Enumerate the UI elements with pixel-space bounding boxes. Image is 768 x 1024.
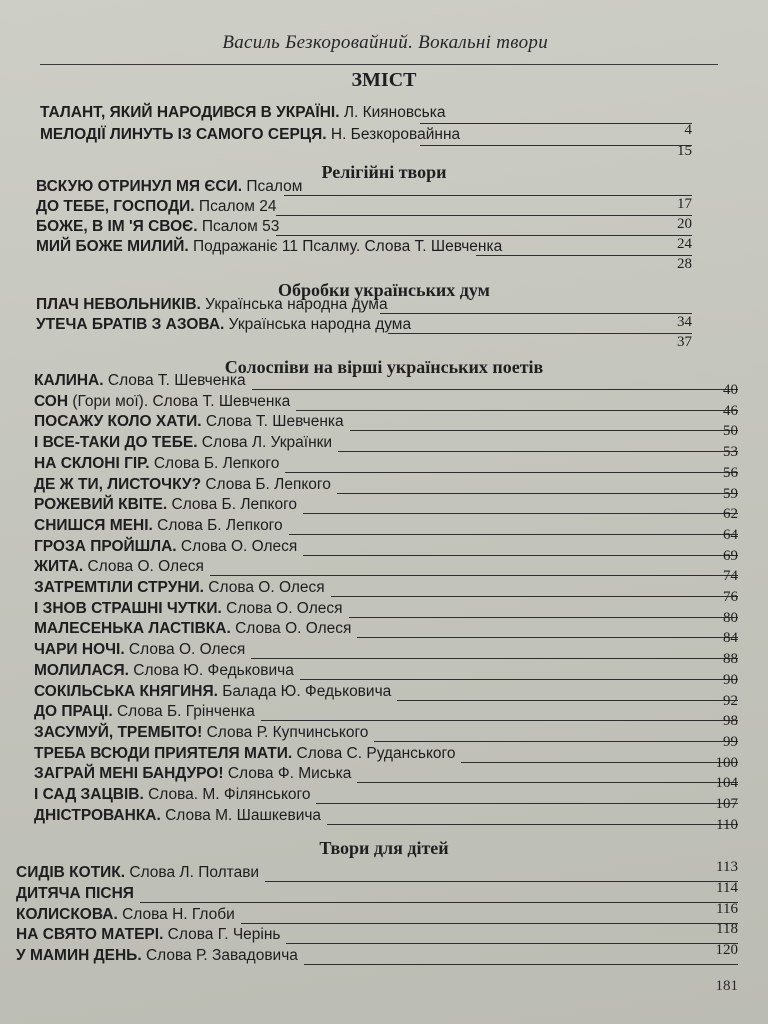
toc-entry-text: [34, 639, 245, 661]
entry-page: 15: [677, 143, 692, 159]
entry-page: 118: [716, 921, 738, 938]
entry-title: КОЛИСКОВА.: [16, 905, 118, 923]
entry-title: ЗАГРАЙ МЕНІ БАНДУРО!: [34, 765, 224, 783]
entry-title: СНИШСЯ МЕНІ.: [34, 516, 153, 534]
entry-author: Слова Б. Лепкого: [149, 454, 280, 472]
toc-entry-text: [36, 314, 411, 336]
entry-author: Слова Б. Лепкого: [201, 475, 331, 493]
entry-title: ЖИТА.: [34, 558, 84, 576]
entry-title: ДНІСТРОВАНКА.: [34, 806, 161, 824]
entry-page: 90: [723, 671, 738, 688]
entry-author: Слова Р. Купчинського: [202, 723, 369, 741]
entry-page: 116: [716, 900, 738, 917]
entry-title: МАЛЕСЕНЬКА ЛАСТІВКА.: [34, 620, 231, 638]
entry-page: 62: [723, 506, 738, 523]
toc-entry-text: [34, 598, 343, 620]
entry-title: МИЙ БОЖЕ МИЛИЙ.: [36, 238, 189, 255]
entry-author: Слова О. Олеся: [124, 641, 246, 659]
entry-page: 46: [723, 402, 738, 419]
toc-entry-text: [34, 701, 255, 723]
section-heading-religious: Релігійні твори: [321, 162, 447, 182]
entry-page: 24: [677, 236, 692, 252]
toc-entry-text: [36, 196, 276, 218]
page-number: 181: [715, 978, 738, 994]
toc-entry-text: [34, 474, 331, 496]
entry-page: 107: [715, 796, 738, 812]
entry-author: Слова Л. Полтави: [125, 864, 260, 881]
entry-title: ДО ПРАЦІ.: [34, 703, 113, 721]
toc-entry-text: [34, 805, 321, 827]
leader-line: [388, 333, 692, 334]
entry-author: Слова О. Олеся: [83, 558, 204, 576]
toc-entry-text: [36, 216, 279, 238]
entry-page: 34: [677, 314, 692, 330]
entry-title: ДО ТЕБЕ, ГОСПОДИ.: [36, 198, 195, 215]
toc-entry-text: [34, 453, 279, 475]
toc-entry-text: [34, 536, 297, 558]
toc-entry-text: [36, 176, 302, 198]
section-heading-solo: Солоспіви на вірші українських поетів: [224, 357, 544, 377]
entry-author: Слова С. Руданського: [292, 744, 456, 762]
running-head-text: Василь Безкоровайний. Вокальні твори: [222, 32, 548, 53]
entry-page: 37: [677, 334, 692, 350]
toc-entry-text: [16, 924, 280, 946]
entry-title: І ВСЕ-ТАКИ ДО ТЕБЕ.: [34, 434, 198, 452]
entry-page: 53: [723, 444, 738, 461]
entry-author: Слова. М. Філянського: [143, 786, 311, 803]
entry-title: ПЛАЧ НЕВОЛЬНИКІВ.: [36, 296, 201, 313]
entry-author: Слова О. Олеся: [176, 537, 298, 555]
toc-entry: [36, 236, 692, 272]
entry-page: 74: [723, 568, 738, 585]
entry-title: ДИТЯЧА ПІСНЯ: [16, 884, 134, 902]
entry-author: Слова Т. Шевченка: [103, 372, 246, 389]
entry-author: Слова Н. Глоби: [117, 905, 235, 923]
entry-author: Балада Ю. Федьковича: [217, 682, 392, 700]
entry-page: 99: [723, 733, 738, 750]
toc-entry-text: [40, 124, 460, 146]
entry-title: НА СВЯТО МАТЕРІ.: [16, 926, 164, 944]
entry-title: НА СКЛОНІ ГІР.: [34, 454, 150, 472]
leader-line: [327, 824, 738, 825]
entry-author: Слова Б. Грінченка: [112, 703, 255, 721]
entry-author: Українська народна дума: [200, 296, 388, 313]
entry-page: 40: [723, 382, 738, 398]
toc-entry-text: [34, 432, 332, 454]
leader-line: [420, 145, 692, 146]
entry-title: І ЗНОВ СТРАШНІ ЧУТКИ.: [34, 599, 222, 617]
toc-entry-text: [34, 370, 246, 392]
entry-author: Українська народна дума: [224, 316, 412, 333]
entry-page: 50: [723, 423, 738, 440]
toc-entry-text: [16, 883, 134, 905]
entry-page: 104: [715, 775, 738, 792]
entry-title: ТРЕБА ВСЮДИ ПРИЯТЕЛЯ МАТИ.: [34, 744, 293, 762]
entry-author: Н. Безкоровайнна: [326, 126, 461, 143]
entry-author: Слова Л. Українки: [197, 434, 333, 452]
toc-entry-text: [34, 763, 351, 785]
entry-title: БОЖЕ, В ІМ 'Я СВОЄ.: [36, 218, 198, 235]
entry-author: Слова Б. Лепкого: [167, 496, 298, 514]
entry-page: 92: [723, 692, 738, 709]
toc-entry-text: [34, 391, 290, 413]
entry-page: 84: [723, 630, 738, 647]
entry-author: Слова Б. Лепкого: [152, 516, 283, 534]
entry-page: 76: [723, 589, 738, 605]
toc-entry-text: [16, 862, 259, 884]
entry-page: 88: [723, 651, 738, 668]
toc-entry-text: [34, 784, 310, 806]
entry-page: 59: [723, 485, 738, 502]
entry-author: Слова О. Олеся: [203, 579, 325, 596]
entry-title: ВСКУЮ ОТРИНУЛ МЯ ЄСИ.: [36, 178, 243, 195]
running-head: [40, 12, 718, 65]
entry-page: 56: [723, 464, 738, 481]
toc-entry-text: [16, 904, 235, 926]
entry-title: ЗАСУМУЙ, ТРЕМБІТО!: [34, 723, 203, 741]
toc-entry-text: [16, 945, 298, 967]
toc-entry: [40, 124, 692, 159]
entry-page: 64: [723, 526, 738, 543]
toc-entry-text: [34, 556, 204, 578]
toc-entry-text: [34, 681, 391, 703]
toc-entry-text: [34, 618, 351, 640]
entry-page: 17: [677, 196, 692, 212]
entry-author: (Гори мої). Слова Т. Шевченка: [68, 392, 291, 410]
section-heading-dumas: Обробки українських дум: [278, 280, 490, 300]
entry-page: 20: [677, 216, 692, 232]
toc-entry-text: [34, 515, 283, 537]
entry-author: Слова Ю. Федьковича: [128, 661, 294, 679]
entry-title: КАЛИНА.: [34, 372, 104, 389]
entry-author: Слова Т. Шевченка: [201, 413, 344, 431]
entry-page: 113: [716, 859, 738, 875]
entry-page: 69: [723, 547, 738, 564]
toc-entry-text: [36, 236, 502, 258]
section-heading-children: Твори для дітей: [319, 838, 449, 858]
entry-title: ГРОЗА ПРОЙШЛА.: [34, 537, 177, 555]
entry-author: Псалом 53: [197, 218, 280, 235]
leader-line: [304, 964, 738, 965]
entry-author: Псалом 24: [194, 198, 277, 215]
entry-author: Слова М. Шашкевича: [160, 806, 322, 824]
toc-entry-text: [34, 411, 344, 433]
entry-title: У МАМИН ДЕНЬ.: [16, 947, 142, 965]
entry-author: Слова Г. Черінь: [163, 926, 281, 944]
entry-author: Псалом: [242, 178, 303, 195]
entry-title: МОЛИЛАСЯ.: [34, 661, 129, 679]
entry-title: УТЕЧА БРАТІВ З АЗОВА.: [36, 316, 225, 333]
entry-page: 120: [715, 942, 738, 959]
entry-title: ТАЛАНТ, ЯКИЙ НАРОДИВСЯ В УКРАЇНІ.: [40, 104, 340, 121]
entry-title: ЧАРИ НОЧІ.: [34, 641, 125, 659]
contents-title: ЗМІСТ: [351, 69, 417, 91]
entry-title: ЗАТРЕМТІЛИ СТРУНИ.: [34, 579, 204, 596]
leader-line: [476, 255, 692, 256]
entry-page: 98: [723, 713, 738, 730]
entry-title: СИДІВ КОТИК.: [16, 864, 126, 881]
entry-page: 28: [677, 256, 692, 272]
entry-title: СОКІЛЬСЬКА КНЯГИНЯ.: [34, 682, 218, 700]
toc-entry: [16, 942, 738, 977]
toc-entry: [36, 314, 692, 350]
entry-page: 110: [716, 816, 738, 833]
toc-entry-text: [34, 577, 325, 599]
entry-author: Л. Кияновська: [339, 104, 446, 121]
entry-title: ПОСАЖУ КОЛО ХАТИ.: [34, 413, 202, 431]
toc-entry-text: [34, 722, 368, 744]
entry-title: І САД ЗАЦВІВ.: [34, 786, 144, 803]
entry-page: 100: [715, 754, 738, 771]
toc-entry-text: [34, 743, 455, 765]
entry-author: Подражаніє 11 Псалму. Слова Т. Шевченка: [188, 238, 503, 255]
toc-entry-text: [34, 494, 297, 516]
entry-title: ДЕ Ж ТИ, ЛИСТОЧКУ?: [34, 475, 202, 493]
entry-page: 114: [716, 879, 738, 896]
toc-entry-text: [36, 294, 388, 316]
entry-author: Слова О. Олеся: [230, 620, 352, 638]
entry-page: 80: [723, 609, 738, 626]
entry-title: СОН: [34, 392, 69, 410]
entry-title: РОЖЕВИЙ КВІТЕ.: [34, 496, 168, 514]
toc-entry-text: [34, 660, 294, 682]
toc-entry: [34, 805, 738, 837]
entry-page: 4: [684, 122, 692, 138]
entry-title: МЕЛОДІЇ ЛИНУТЬ ІЗ САМОГО СЕРЦЯ.: [40, 126, 327, 143]
entry-author: Слова Ф. Миська: [223, 765, 352, 783]
entry-author: Слова О. Олеся: [221, 599, 343, 617]
entry-author: Слова Р. Завадовича: [141, 947, 298, 965]
